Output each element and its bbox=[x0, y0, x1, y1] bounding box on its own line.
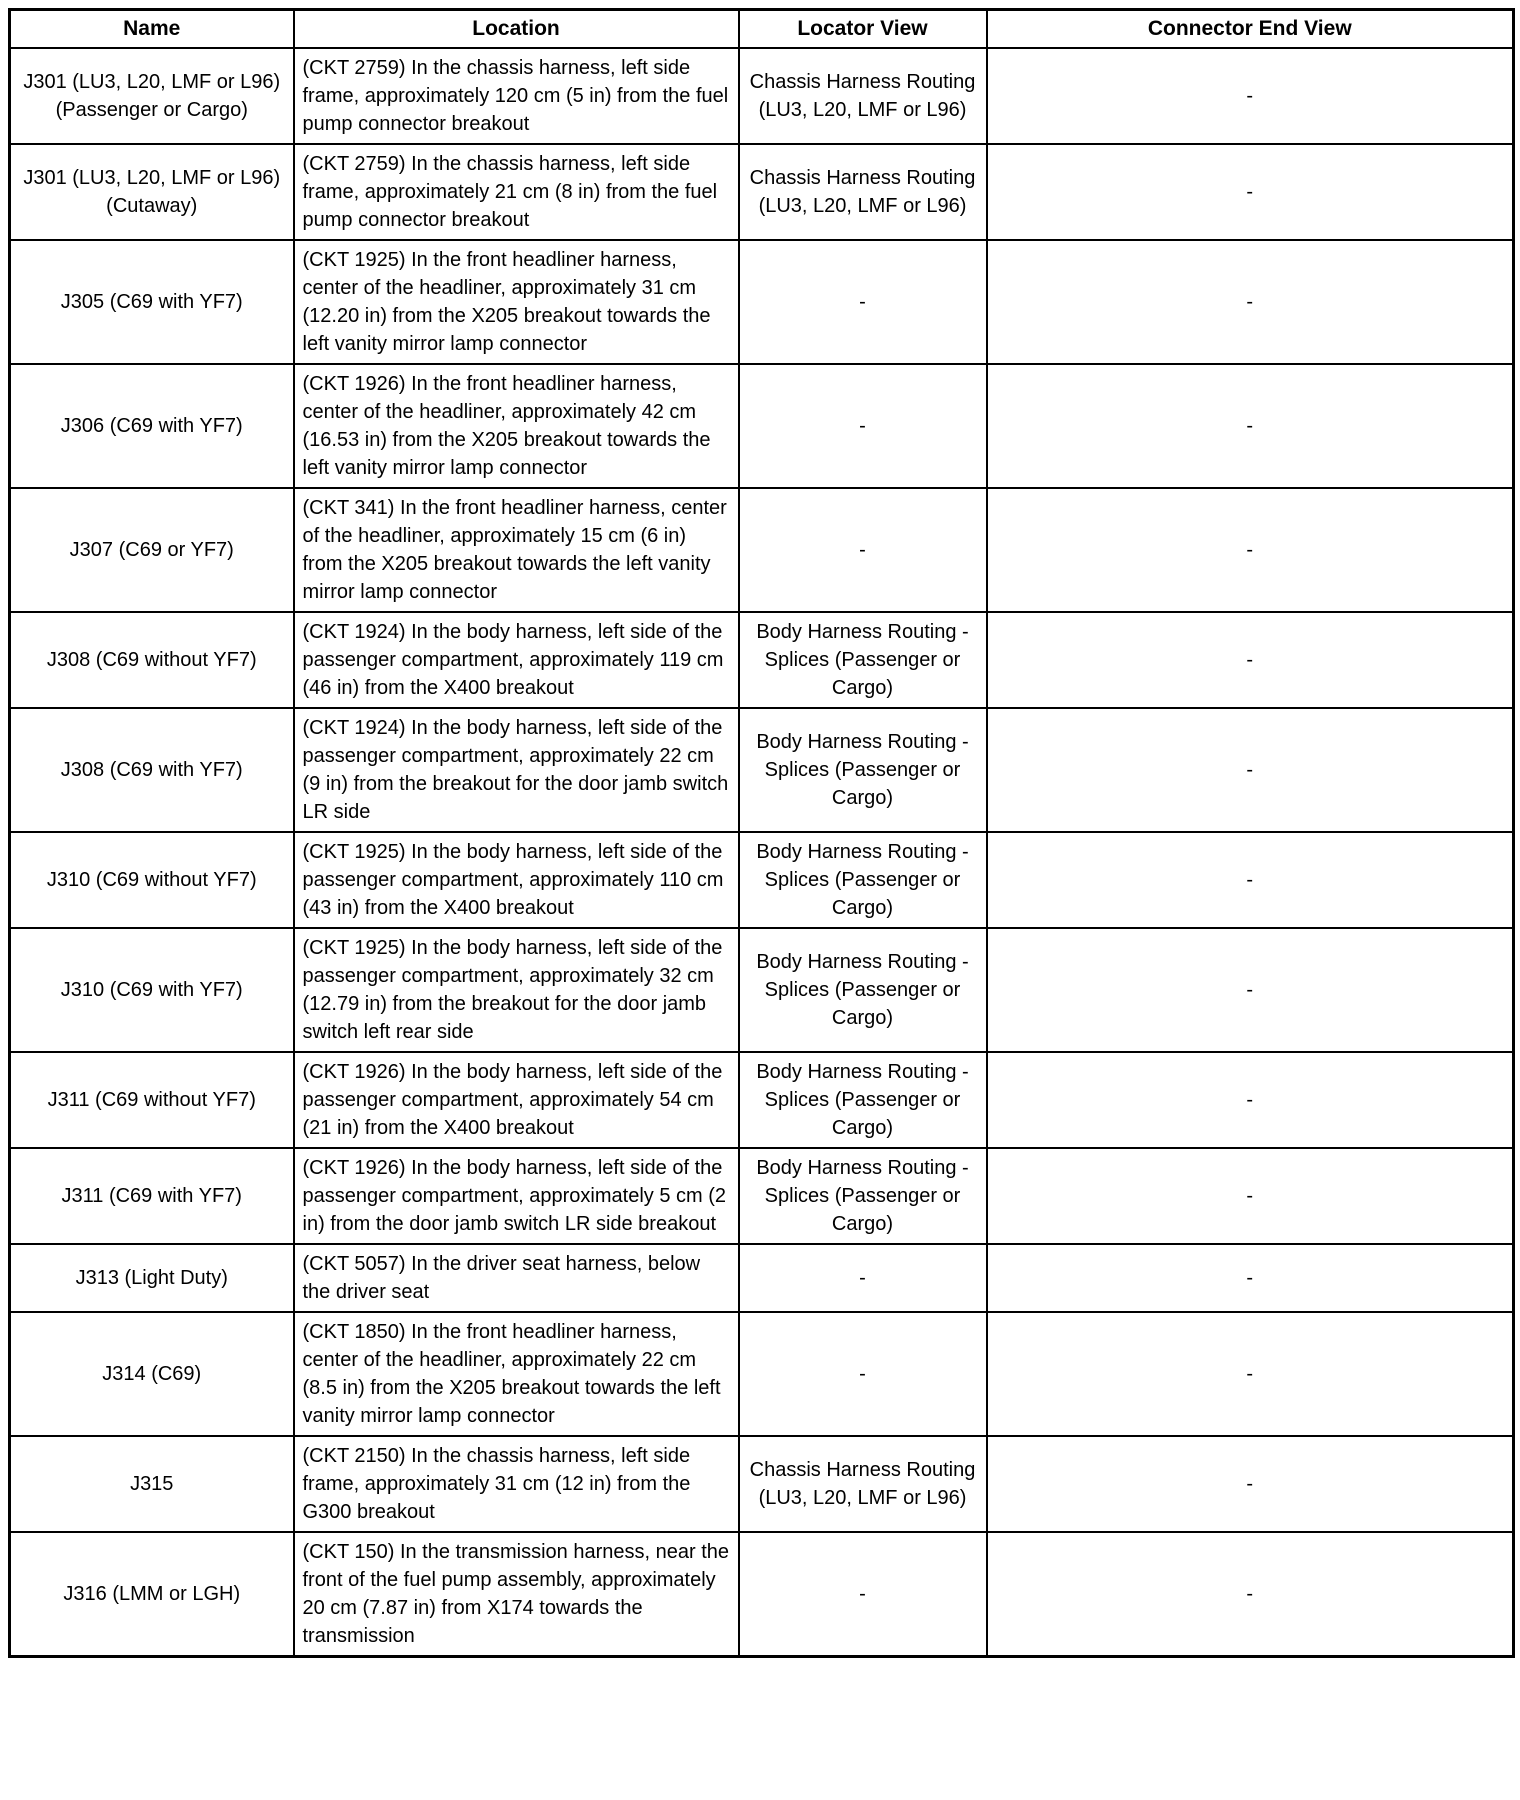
location-cell: (CKT 1924) In the body harness, left side of the passenger compartment, approximately 22 cm (9 in) from the breakout for the door jamb switch LR side bbox=[294, 708, 739, 832]
header-location: Location bbox=[294, 10, 739, 49]
name-cell: J301 (LU3, L20, LMF or L96) (Cutaway) bbox=[10, 144, 294, 240]
connector-end-view-cell: - bbox=[987, 1148, 1514, 1244]
location-cell: (CKT 1926) In the body harness, left side of the passenger compartment, approximately 5 cm (2 in) from the door jamb switch LR side breakout bbox=[294, 1148, 739, 1244]
table-row bbox=[10, 1244, 1514, 1312]
header-row bbox=[10, 10, 1514, 49]
location-cell: (CKT 150) In the transmission harness, near the front of the fuel pump assembly, approximately 20 cm (7.87 in) from X174 towards the transmission bbox=[294, 1532, 739, 1657]
locator-view-cell: - bbox=[739, 1532, 987, 1657]
name-cell: J311 (C69 without YF7) bbox=[10, 1052, 294, 1148]
connector-end-view-cell: - bbox=[987, 240, 1514, 364]
name-cell: J311 (C69 with YF7) bbox=[10, 1148, 294, 1244]
connector-end-view-cell: - bbox=[987, 708, 1514, 832]
location-cell: (CKT 2759) In the chassis harness, left side frame, approximately 120 cm (5 in) from the fuel pump connector breakout bbox=[294, 48, 739, 144]
locator-view-cell: - bbox=[739, 364, 987, 488]
connector-end-view-cell: - bbox=[987, 1312, 1514, 1436]
location-cell: (CKT 1925) In the body harness, left side of the passenger compartment, approximately 110 cm (43 in) from the X400 breakout bbox=[294, 832, 739, 928]
locator-view-cell: Chassis Harness Routing (LU3, L20, LMF or L96) bbox=[739, 48, 987, 144]
locator-view-cell: Body Harness Routing - Splices (Passenger or Cargo) bbox=[739, 1148, 987, 1244]
locator-view-cell: - bbox=[739, 1244, 987, 1312]
locator-view-cell: Chassis Harness Routing (LU3, L20, LMF or L96) bbox=[739, 1436, 987, 1532]
location-cell: (CKT 1926) In the body harness, left side of the passenger compartment, approximately 54 cm (21 in) from the X400 breakout bbox=[294, 1052, 739, 1148]
table-row bbox=[10, 832, 1514, 928]
connector-end-view-cell: - bbox=[987, 144, 1514, 240]
name-cell: J308 (C69 with YF7) bbox=[10, 708, 294, 832]
name-cell: J301 (LU3, L20, LMF or L96) (Passenger or Cargo) bbox=[10, 48, 294, 144]
connector-end-view-cell: - bbox=[987, 48, 1514, 144]
header-name: Name bbox=[10, 10, 294, 49]
connector-end-view-cell: - bbox=[987, 1052, 1514, 1148]
locator-view-cell: Chassis Harness Routing (LU3, L20, LMF or L96) bbox=[739, 144, 987, 240]
table-row bbox=[10, 1148, 1514, 1244]
table-row bbox=[10, 1052, 1514, 1148]
name-cell: J305 (C69 with YF7) bbox=[10, 240, 294, 364]
table-row bbox=[10, 1532, 1514, 1657]
location-cell: (CKT 341) In the front headliner harness, center of the headliner, approximately 15 cm (6 in) from the X205 breakout towards the left vanity mirror lamp connector bbox=[294, 488, 739, 612]
name-cell: J310 (C69 without YF7) bbox=[10, 832, 294, 928]
connector-end-view-cell: - bbox=[987, 488, 1514, 612]
table-row bbox=[10, 364, 1514, 488]
locator-view-cell: Body Harness Routing - Splices (Passenger or Cargo) bbox=[739, 928, 987, 1052]
table-row bbox=[10, 1436, 1514, 1532]
location-cell: (CKT 1926) In the front headliner harness, center of the headliner, approximately 42 cm (16.53 in) from the X205 breakout towards the left vanity mirror lamp connector bbox=[294, 364, 739, 488]
name-cell: J308 (C69 without YF7) bbox=[10, 612, 294, 708]
table-row bbox=[10, 48, 1514, 144]
table-header bbox=[10, 10, 1514, 49]
table-row bbox=[10, 1312, 1514, 1436]
table-row bbox=[10, 612, 1514, 708]
table-row bbox=[10, 708, 1514, 832]
connector-end-view-cell: - bbox=[987, 1436, 1514, 1532]
locator-view-cell: Body Harness Routing - Splices (Passenger or Cargo) bbox=[739, 708, 987, 832]
locator-view-cell: - bbox=[739, 240, 987, 364]
connector-end-view-cell: - bbox=[987, 1244, 1514, 1312]
name-cell: J316 (LMM or LGH) bbox=[10, 1532, 294, 1657]
locator-view-cell: Body Harness Routing - Splices (Passenger or Cargo) bbox=[739, 612, 987, 708]
name-cell: J310 (C69 with YF7) bbox=[10, 928, 294, 1052]
connector-end-view-cell: - bbox=[987, 832, 1514, 928]
connector-end-view-cell: - bbox=[987, 928, 1514, 1052]
name-cell: J313 (Light Duty) bbox=[10, 1244, 294, 1312]
location-cell: (CKT 2150) In the chassis harness, left side frame, approximately 31 cm (12 in) from the G300 breakout bbox=[294, 1436, 739, 1532]
name-cell: J306 (C69 with YF7) bbox=[10, 364, 294, 488]
location-cell: (CKT 1925) In the body harness, left side of the passenger compartment, approximately 32 cm (12.79 in) from the breakout for the door jamb switch left rear side bbox=[294, 928, 739, 1052]
location-cell: (CKT 1925) In the front headliner harness, center of the headliner, approximately 31 cm (12.20 in) from the X205 breakout towards the left vanity mirror lamp connector bbox=[294, 240, 739, 364]
table-row bbox=[10, 144, 1514, 240]
location-cell: (CKT 5057) In the driver seat harness, below the driver seat bbox=[294, 1244, 739, 1312]
name-cell: J314 (C69) bbox=[10, 1312, 294, 1436]
header-connector-end-view: Connector End View bbox=[987, 10, 1514, 49]
table-row bbox=[10, 928, 1514, 1052]
name-cell: J315 bbox=[10, 1436, 294, 1532]
locator-view-cell: - bbox=[739, 488, 987, 612]
name-cell: J307 (C69 or YF7) bbox=[10, 488, 294, 612]
table-row bbox=[10, 240, 1514, 364]
splice-location-table bbox=[8, 8, 1515, 1658]
location-cell: (CKT 1924) In the body harness, left side of the passenger compartment, approximately 119 cm (46 in) from the X400 breakout bbox=[294, 612, 739, 708]
table-row bbox=[10, 488, 1514, 612]
location-cell: (CKT 1850) In the front headliner harness, center of the headliner, approximately 22 cm (8.5 in) from the X205 breakout towards the left vanity mirror lamp connector bbox=[294, 1312, 739, 1436]
locator-view-cell: Body Harness Routing - Splices (Passenger or Cargo) bbox=[739, 832, 987, 928]
locator-view-cell: - bbox=[739, 1312, 987, 1436]
locator-view-cell: Body Harness Routing - Splices (Passenger or Cargo) bbox=[739, 1052, 987, 1148]
location-cell: (CKT 2759) In the chassis harness, left side frame, approximately 21 cm (8 in) from the fuel pump connector breakout bbox=[294, 144, 739, 240]
connector-end-view-cell: - bbox=[987, 364, 1514, 488]
connector-end-view-cell: - bbox=[987, 612, 1514, 708]
table-body bbox=[10, 48, 1514, 1657]
connector-end-view-cell: - bbox=[987, 1532, 1514, 1657]
header-locator-view: Locator View bbox=[739, 10, 987, 49]
